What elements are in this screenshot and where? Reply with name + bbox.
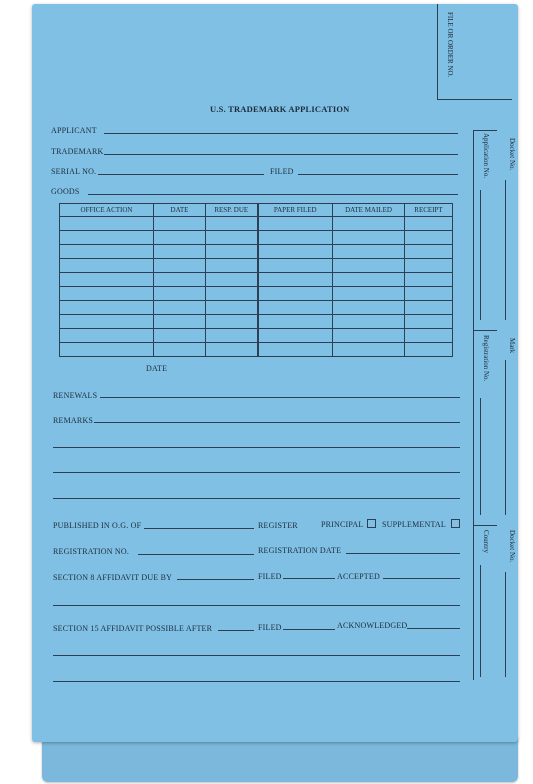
table-cell[interactable] xyxy=(258,301,333,315)
table-cell[interactable] xyxy=(206,343,258,357)
table-cell[interactable] xyxy=(60,245,154,259)
table-row xyxy=(60,315,453,329)
table-cell[interactable] xyxy=(206,329,258,343)
table-cell[interactable] xyxy=(206,217,258,231)
section8-filed-label: FILED xyxy=(258,572,282,581)
table-cell[interactable] xyxy=(60,301,154,315)
registration-no-line[interactable] xyxy=(138,554,254,555)
table-cell[interactable] xyxy=(60,343,154,357)
table-cell[interactable] xyxy=(60,217,154,231)
section8-due-line[interactable] xyxy=(177,579,254,580)
trademark-line[interactable] xyxy=(104,154,458,155)
serial-no-label: SERIAL NO. xyxy=(51,167,97,176)
table-cell[interactable] xyxy=(258,259,333,273)
serial-no-line[interactable] xyxy=(98,174,264,175)
side-docket-no-line[interactable] xyxy=(505,180,506,320)
table-cell[interactable] xyxy=(60,273,154,287)
section8-label: SECTION 8 AFFIDAVIT DUE BY xyxy=(53,573,173,582)
table-cell[interactable] xyxy=(333,301,405,315)
side-registration-no-label: Registration No. xyxy=(482,335,490,382)
office-action-table xyxy=(59,203,453,357)
supplemental-checkbox[interactable] xyxy=(451,519,460,528)
side-separator-3 xyxy=(473,525,497,526)
table-row xyxy=(60,273,453,287)
table-row xyxy=(60,287,453,301)
table-cell[interactable] xyxy=(258,287,333,301)
table-cell[interactable] xyxy=(405,259,453,273)
table-cell[interactable] xyxy=(333,231,405,245)
applicant-label: APPLICANT xyxy=(51,126,97,135)
registration-date-label: REGISTRATION DATE xyxy=(258,546,342,555)
published-label: PUBLISHED IN O.G. OF xyxy=(53,521,142,530)
table-cell[interactable] xyxy=(405,217,453,231)
table-row xyxy=(60,259,453,273)
section8-extra-line[interactable] xyxy=(53,605,460,606)
remarks-line-1[interactable] xyxy=(94,422,460,423)
table-cell[interactable] xyxy=(154,273,206,287)
table-cell[interactable] xyxy=(333,273,405,287)
folder-back-flap xyxy=(42,736,518,782)
side-mark-label: Mark xyxy=(508,338,516,354)
form-title: U.S. TRADEMARK APPLICATION xyxy=(210,104,350,114)
side-country-label: Country xyxy=(482,530,490,553)
table-cell[interactable] xyxy=(206,301,258,315)
registration-no-label: REGISTRATION NO. xyxy=(53,547,130,556)
table-cell[interactable] xyxy=(154,245,206,259)
table-cell[interactable] xyxy=(60,259,154,273)
side-country-line[interactable] xyxy=(480,565,481,677)
accepted-label: ACCEPTED xyxy=(337,572,380,581)
side-docket-no-label: Docket No. xyxy=(508,138,516,171)
table-cell[interactable] xyxy=(60,231,154,245)
side-separator-1 xyxy=(473,130,497,131)
renewals-label: RENEWALS xyxy=(53,391,98,400)
principal-checkbox[interactable] xyxy=(367,519,376,528)
goods-line[interactable] xyxy=(88,194,458,195)
table-cell[interactable] xyxy=(405,343,453,357)
side-divider xyxy=(473,130,474,680)
side-application-no-line[interactable] xyxy=(480,190,481,320)
table-cell[interactable] xyxy=(60,287,154,301)
col-paper-filed: PAPER FILED xyxy=(258,204,333,217)
filed-label: FILED xyxy=(270,167,294,176)
table-row xyxy=(60,301,453,315)
table-cell[interactable] xyxy=(60,329,154,343)
remarks-line-3[interactable] xyxy=(53,472,460,473)
table-cell[interactable] xyxy=(154,287,206,301)
published-line[interactable] xyxy=(144,528,254,529)
table-cell[interactable] xyxy=(258,217,333,231)
trademark-label: TRADEMARK xyxy=(51,147,104,156)
table-cell[interactable] xyxy=(405,273,453,287)
table-cell[interactable] xyxy=(333,315,405,329)
side-docket-no-2-line[interactable] xyxy=(505,572,506,677)
col-resp-due: RESP. DUE xyxy=(206,204,258,217)
goods-label: GOODS xyxy=(51,187,80,196)
section15-extra-line-1[interactable] xyxy=(53,655,460,656)
side-mark-line[interactable] xyxy=(505,360,506,515)
table-cell[interactable] xyxy=(405,315,453,329)
table-cell[interactable] xyxy=(154,301,206,315)
table-cell[interactable] xyxy=(206,245,258,259)
table-cell[interactable] xyxy=(405,329,453,343)
accepted-line[interactable] xyxy=(383,578,460,579)
register-label: REGISTER xyxy=(258,521,298,530)
supplemental-label: SUPPLEMENTAL xyxy=(382,520,446,529)
side-registration-no-line[interactable] xyxy=(480,398,481,515)
table-cell[interactable] xyxy=(154,217,206,231)
table-cell[interactable] xyxy=(405,287,453,301)
table-row xyxy=(60,231,453,245)
table-cell[interactable] xyxy=(333,245,405,259)
table-row xyxy=(60,329,453,343)
remarks-line-4[interactable] xyxy=(53,498,460,499)
acknowledged-label: ACKNOWLEDGED xyxy=(337,621,408,630)
table-date-caption: DATE xyxy=(146,364,168,373)
table-cell[interactable] xyxy=(154,315,206,329)
table-cell[interactable] xyxy=(154,259,206,273)
table-cell[interactable] xyxy=(206,315,258,329)
section15-label: SECTION 15 AFFIDAVIT POSSIBLE AFTER xyxy=(53,624,213,633)
table-row xyxy=(60,343,453,357)
table-cell[interactable] xyxy=(405,231,453,245)
col-receipt: RECEIPT xyxy=(405,204,453,217)
acknowledged-line[interactable] xyxy=(407,628,460,629)
table-cell[interactable] xyxy=(333,287,405,301)
side-separator-2 xyxy=(473,330,497,331)
table-cell[interactable] xyxy=(60,315,154,329)
table-cell[interactable] xyxy=(405,301,453,315)
section15-extra-line-2[interactable] xyxy=(53,681,460,682)
file-order-tab-label: FILE OR ORDER NO. xyxy=(446,12,454,78)
col-date-mailed: DATE MAILED xyxy=(333,204,405,217)
table-cell[interactable] xyxy=(206,231,258,245)
table-row xyxy=(60,245,453,259)
principal-label: PRINCIPAL xyxy=(321,520,364,529)
table-cell[interactable] xyxy=(206,273,258,287)
applicant-line[interactable] xyxy=(104,133,458,134)
table-cell[interactable] xyxy=(206,259,258,273)
remarks-line-2[interactable] xyxy=(53,447,460,448)
table-cell[interactable] xyxy=(258,245,333,259)
table-cell[interactable] xyxy=(258,315,333,329)
registration-date-line[interactable] xyxy=(346,553,460,554)
table-cell[interactable] xyxy=(154,343,206,357)
table-cell[interactable] xyxy=(333,259,405,273)
table-row xyxy=(60,217,453,231)
table-cell[interactable] xyxy=(154,329,206,343)
section15-after-line[interactable] xyxy=(218,630,254,631)
table-cell[interactable] xyxy=(154,231,206,245)
table-cell[interactable] xyxy=(258,329,333,343)
table-cell[interactable] xyxy=(258,273,333,287)
table-cell[interactable] xyxy=(333,329,405,343)
table-cell[interactable] xyxy=(258,343,333,357)
renewals-line[interactable] xyxy=(100,397,460,398)
table-cell[interactable] xyxy=(405,245,453,259)
col-office-action: OFFICE ACTION xyxy=(60,204,154,217)
section15-filed-line[interactable] xyxy=(283,629,335,630)
table-cell[interactable] xyxy=(333,343,405,357)
filed-line[interactable] xyxy=(298,174,458,175)
section15-filed-label: FILED xyxy=(258,623,282,632)
remarks-label: REMARKS xyxy=(53,416,94,425)
section8-filed-line[interactable] xyxy=(283,578,335,579)
side-application-no-label: Application No. xyxy=(482,133,490,179)
col-date: DATE xyxy=(154,204,206,217)
table-cell[interactable] xyxy=(206,287,258,301)
side-docket-no-2-label: Docket No. xyxy=(508,530,516,563)
table-cell[interactable] xyxy=(258,231,333,245)
table-cell[interactable] xyxy=(333,217,405,231)
